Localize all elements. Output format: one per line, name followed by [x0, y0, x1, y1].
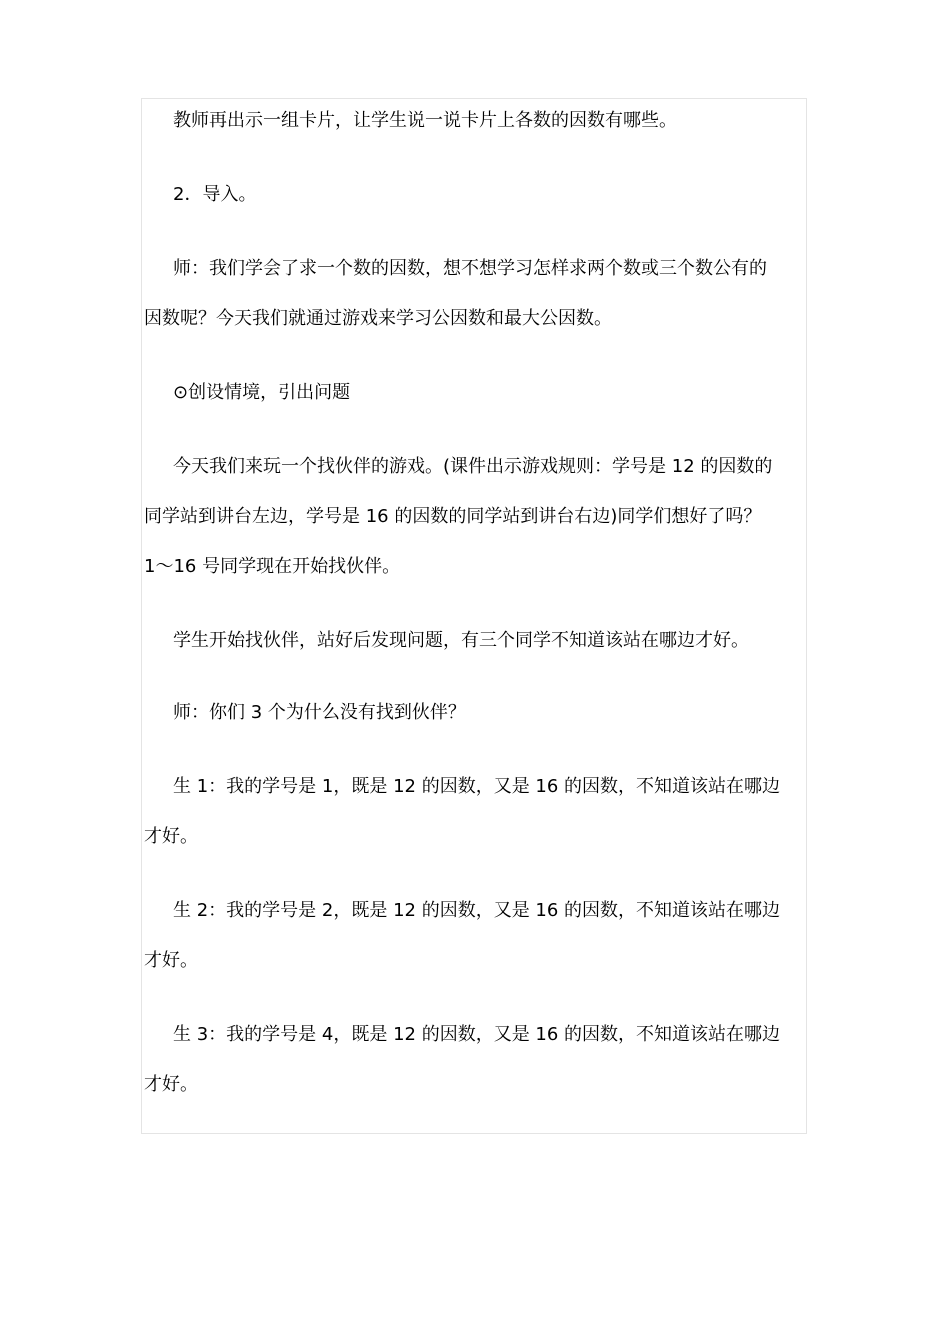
paragraph-7: 师：你们 3 个为什么没有找到伙伴？ — [173, 702, 466, 723]
paragraph-9-line-2: 才好。 — [144, 950, 198, 971]
paragraph-6: 学生开始找伙伴，站好后发现问题，有三个同学不知道该站在哪边才好。 — [173, 630, 749, 651]
paragraph-5-line-1: 今天我们来玩一个找伙伴的游戏。(课件出示游戏规则：学号是 12 的因数的 — [173, 456, 773, 477]
paragraph-8-line-2: 才好。 — [144, 826, 198, 847]
paragraph-2: 2．导入。 — [173, 184, 257, 205]
paragraph-3-line-1: 师：我们学会了求一个数的因数，想不想学习怎样求两个数或三个数公有的 — [173, 258, 767, 279]
paragraph-1: 教师再出示一组卡片，让学生说一说卡片上各数的因数有哪些。 — [173, 110, 677, 131]
paragraph-4-heading: ⊙创设情境，引出问题 — [173, 382, 351, 403]
paragraph-10-line-1: 生 3：我的学号是 4，既是 12 的因数，又是 16 的因数，不知道该站在哪边 — [173, 1024, 781, 1045]
paragraph-8-line-1: 生 1：我的学号是 1，既是 12 的因数，又是 16 的因数，不知道该站在哪边 — [173, 776, 781, 797]
paragraph-5-line-2: 同学站到讲台左边，学号是 16 的因数的同学站到讲台右边)同学们想好了吗？ — [144, 506, 762, 527]
paragraph-9-line-1: 生 2：我的学号是 2，既是 12 的因数，又是 16 的因数，不知道该站在哪边 — [173, 900, 781, 921]
paragraph-10-line-2: 才好。 — [144, 1074, 198, 1095]
paragraph-3-line-2: 因数呢？今天我们就通过游戏来学习公因数和最大公因数。 — [144, 308, 612, 329]
paragraph-5-line-3: 1～16 号同学现在开始找伙伴。 — [144, 556, 401, 577]
